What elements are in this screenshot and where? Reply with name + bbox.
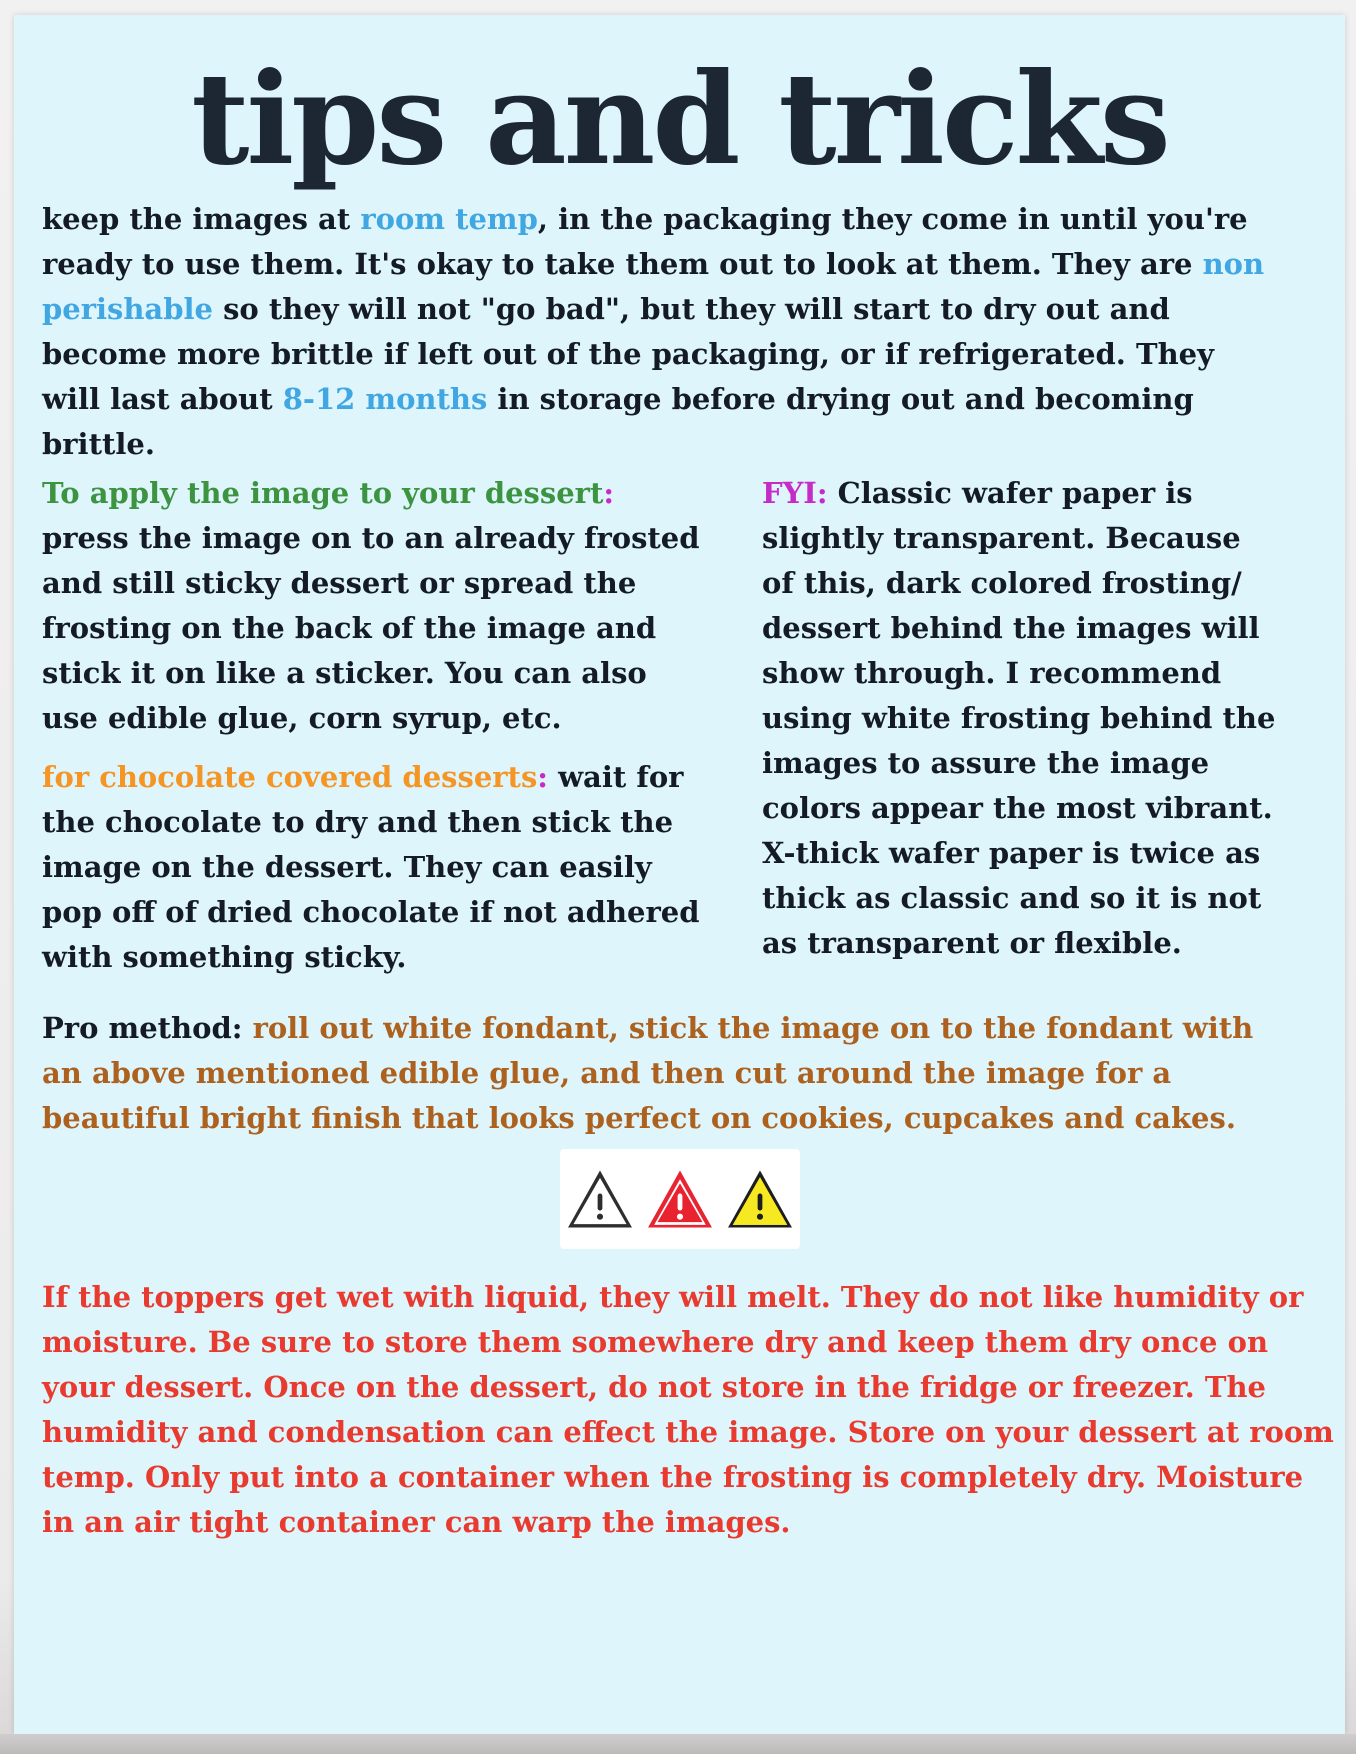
apply-heading [42,471,707,516]
page-bottom-edge [0,1734,1356,1754]
pro-method-section [42,1006,1292,1141]
intro-paragraph [42,197,1282,467]
page-title: tips and tricks [191,45,1168,193]
pro-method-label: Pro method: [42,1011,243,1046]
highlight-room-temp: room temp [360,202,538,237]
chocolate-heading-text: for chocolate covered desserts [42,760,538,795]
intro-text: in storage before drying out and becoming brittle. [42,382,1194,462]
highlight-non-perishable: non perishable [42,247,1265,327]
intro-text: so they will not "go bad", but they will start to dry out and become more brittle if left out of the packaging, or if refrigerated. They will last about [42,292,1214,417]
intro-text: , in the packaging they come in until you're ready to use them. It's okay to take them out to look at them. They are [42,202,1248,282]
fyi-body: Classic wafer paper is slightly transparent. Because of this, dark colored frosting/ dessert behind the images will show through. I recommend using white frosting behind the images to assure the image colors appear the most vibrant. X-thick wafer paper is twice as thick as classic and so it is not as transparent or flexible. [762,476,1276,961]
warning-triangle-outline-icon [566,1168,634,1230]
apply-heading-text: To apply the image to your dessert [42,476,604,511]
two-column-section [42,471,1323,980]
apply-heading-colon: : [603,476,615,511]
warning-triangle-yellow-icon [726,1168,794,1230]
warning-triangle-red-icon [646,1168,714,1230]
intro-text: keep the images at [42,202,361,237]
right-column [762,471,1282,980]
document-page [14,15,1345,1734]
moisture-warning-paragraph: If the toppers get wet with liquid, they will melt. They do not like humidity or moisture. Be sure to store them somewhere dry and keep them dry once on your dessert. Once on the dessert, do not store in the fridge or freezer. The humidity and condensation can effect the image. Store on your dessert at room temp. Only put into a container when the frosting is completely dry. Moisture in an air tight container can warp the images. [42,1280,1334,1540]
warning-icons-panel [560,1149,800,1249]
pro-method-body: roll out white fondant, stick the image on to the fondant with an above mentioned edible glue, and then cut around the image for a beautiful bright finish that looks perfect on cookies, cupcakes and cakes. [42,1011,1254,1136]
left-column [42,471,707,980]
fyi-section [762,471,1282,966]
fyi-label: FYI: [762,476,828,511]
apply-body: press the image on to an already frosted and still sticky dessert or spread the frosting on the back of the image and stick it on like a sticker. You can also use edible glue, corn syrup, etc. [42,521,700,736]
chocolate-section [42,755,707,980]
chocolate-body: wait for the chocolate to dry and then stick the image on the dessert. They can easily pop off of dried chocolate if not adhered with something sticky. [42,760,700,975]
chocolate-heading-colon: : [537,760,548,795]
highlight-8-12-months: 8-12 months [282,382,488,417]
apply-section [42,471,707,741]
